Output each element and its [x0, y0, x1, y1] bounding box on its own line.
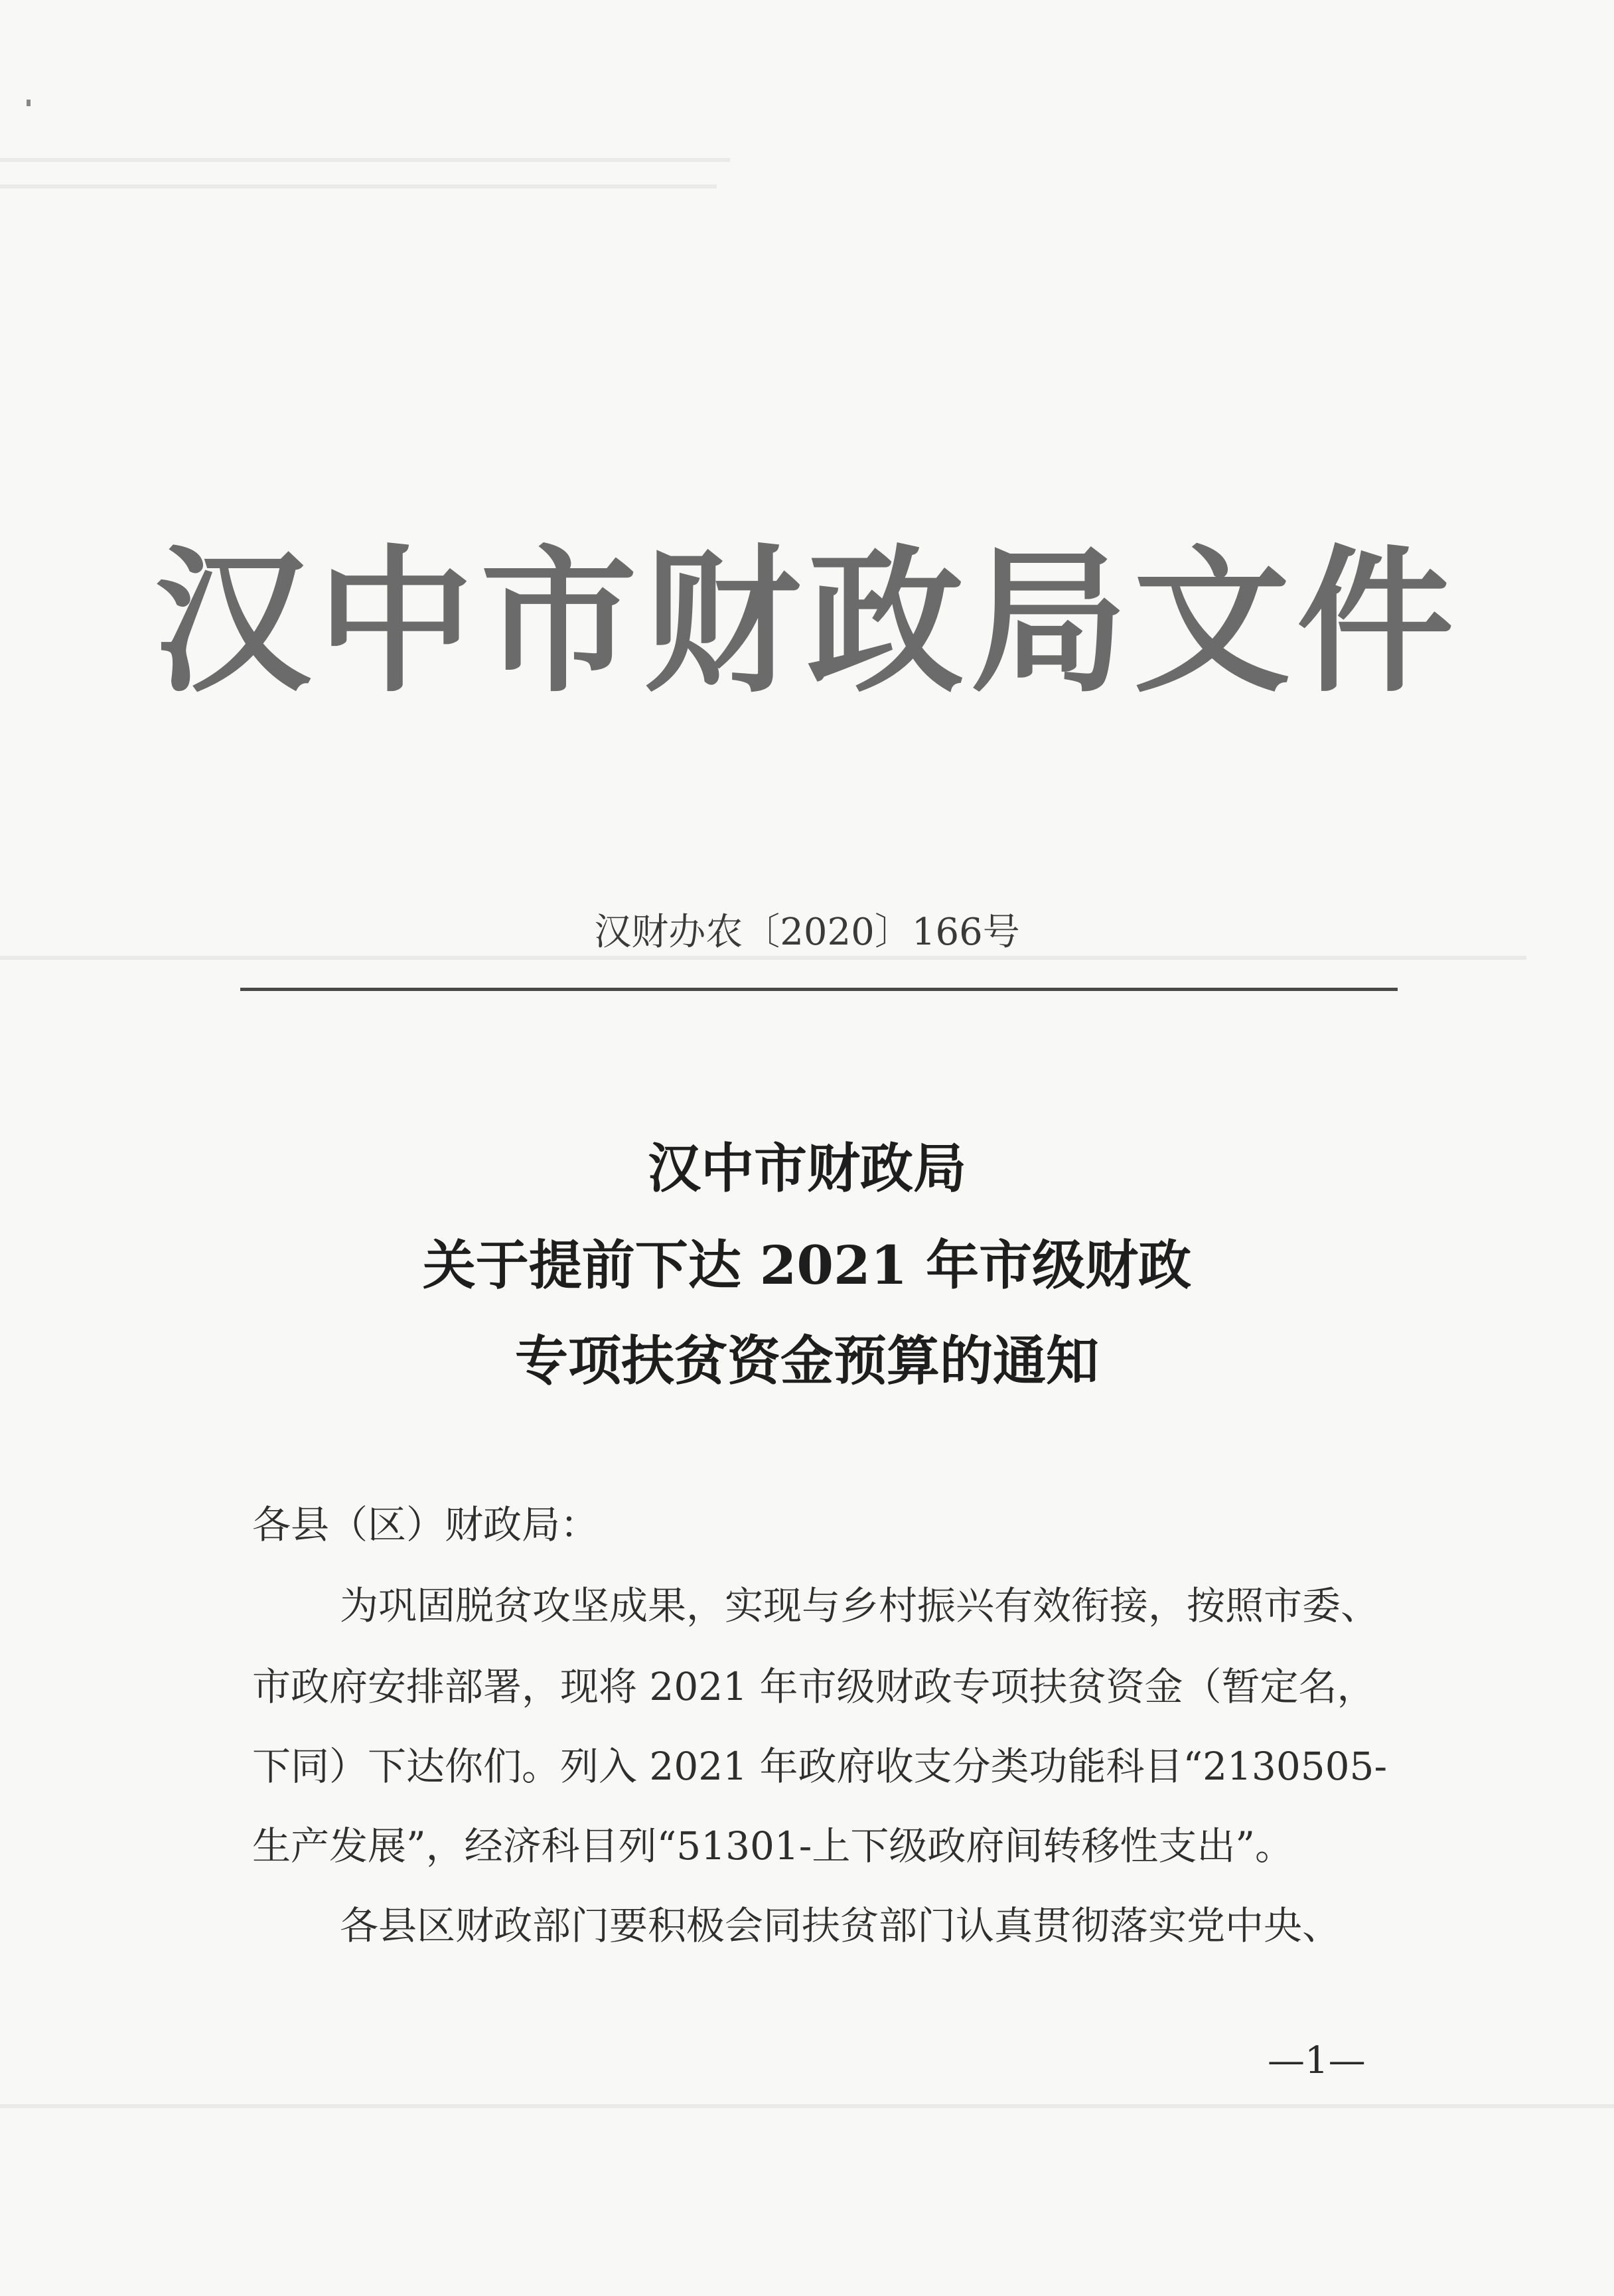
scan-streak	[0, 956, 1526, 960]
scan-streak	[0, 2104, 1614, 2108]
body-line-3: 下同）下达你们。列入 2021 年政府收支分类功能科目“2130505-	[252, 1744, 1388, 1789]
scan-streak	[0, 185, 717, 189]
salutation: 各县（区）财政局：	[252, 1502, 599, 1547]
notice-title-line-1: 汉中市财政局	[648, 1137, 966, 1199]
body-line-5: 各县区财政部门要积极会同扶贫部门认真贯彻落实党中央、	[340, 1903, 1341, 1948]
masthead-title: 汉中市财政局文件	[153, 531, 1460, 714]
notice-title-line-3: 专项扶贫资金预算的通知	[515, 1330, 1099, 1392]
page-number: —1—	[1268, 2039, 1366, 2082]
scan-speck	[27, 100, 31, 106]
body-line-2: 市政府安排部署，现将 2021 年市级财政专项扶贫资金（暂定名，	[252, 1664, 1376, 1709]
scan-streak	[0, 158, 730, 162]
notice-title-line-2: 关于提前下达 2021 年市级财政	[422, 1234, 1192, 1296]
body-line-1: 为巩固脱贫攻坚成果，实现与乡村振兴有效衔接，按照市委、	[340, 1583, 1380, 1628]
document-number: 汉财办农〔2020〕166号	[594, 911, 1020, 954]
header-divider	[240, 988, 1398, 991]
body-line-4: 生产发展”，经济科目列“51301-上下级政府间转移性支出”。	[252, 1823, 1294, 1869]
